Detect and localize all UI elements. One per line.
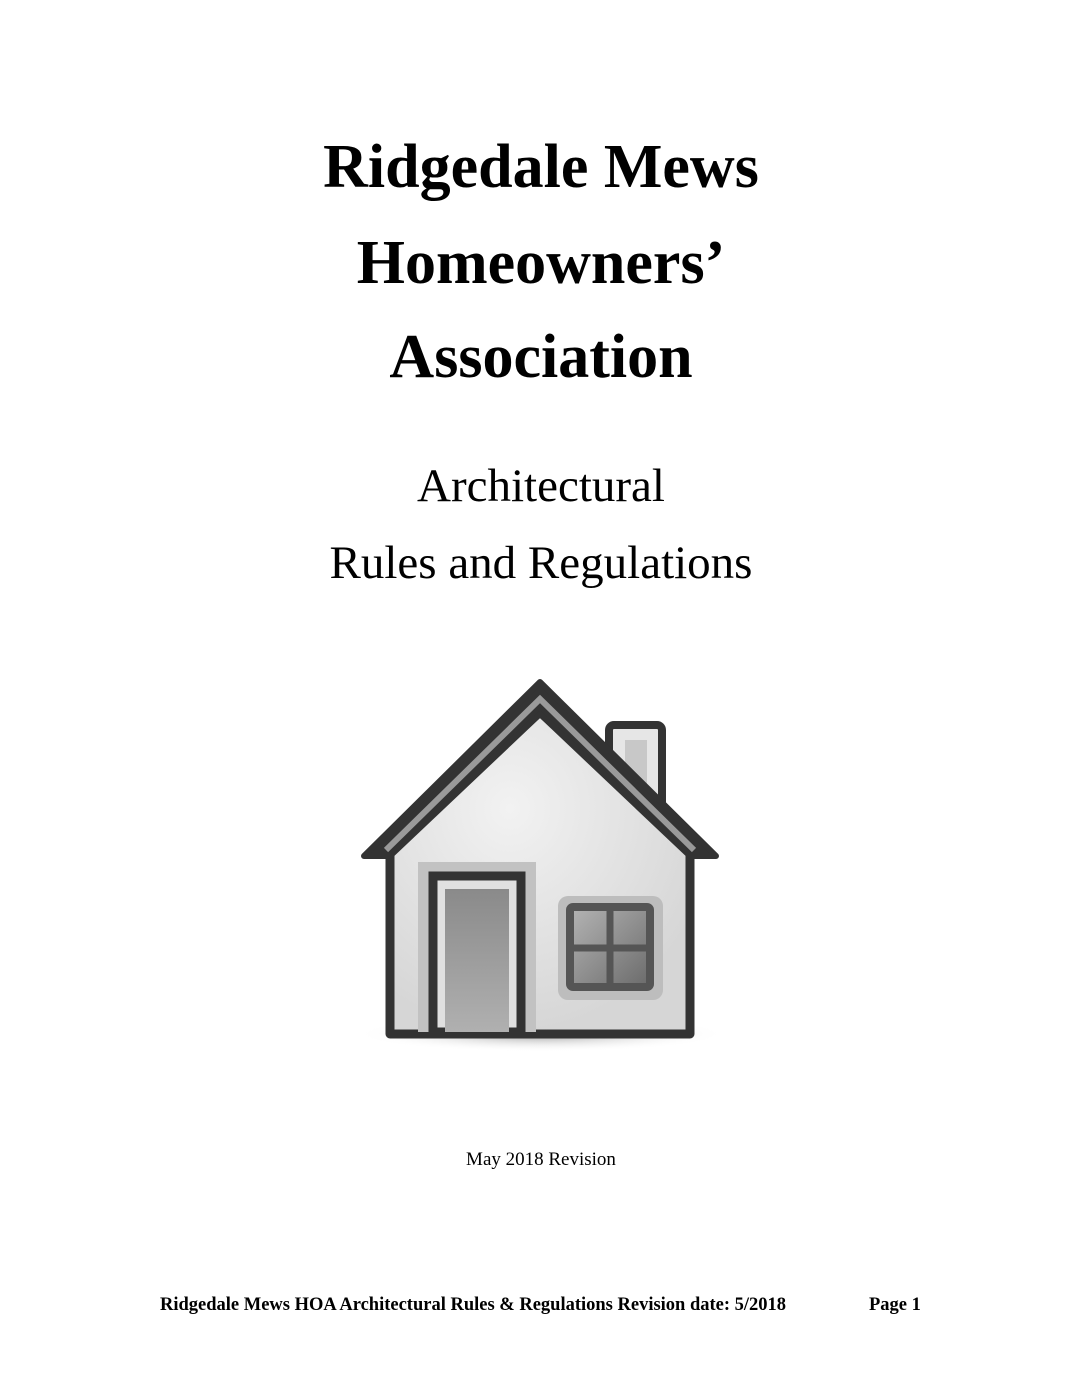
title-line-3: Association [389,323,693,391]
revision-date: May 2018 Revision [466,1149,616,1170]
subtitle-line-1: Architectural [417,460,665,512]
house-icon [350,672,732,1062]
title-line-1: Ridgedale Mews [323,133,759,201]
subtitle-line-2: Rules and Regulations [329,537,753,589]
footer-text: Ridgedale Mews HOA Architectural Rules & Regulations Revision date: 5/2018 [160,1295,787,1315]
title-line-2: Homeowners’ [356,229,726,297]
page-number: Page 1 [869,1295,921,1315]
